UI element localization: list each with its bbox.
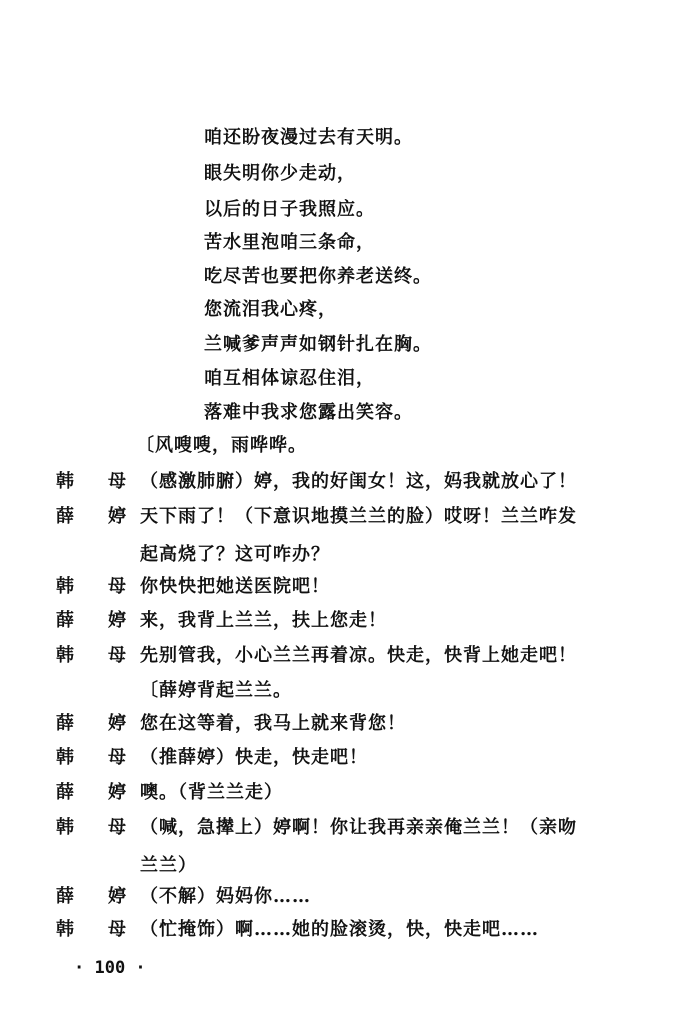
speaker-char-1: 韩 bbox=[56, 919, 74, 940]
speaker-xue-ting bbox=[56, 781, 126, 805]
dialogue-text: 噢。（背兰兰走） bbox=[140, 782, 283, 803]
verse-line-2: 眼失明你少走动， bbox=[204, 163, 356, 184]
stage-direction: 〔风嗖嗖，雨哗哗。 bbox=[136, 435, 307, 456]
speaker-char-1: 薛 bbox=[56, 713, 74, 734]
speaker-han-mu bbox=[56, 918, 126, 942]
speaker-char-1: 薛 bbox=[56, 886, 74, 907]
speaker-char-1: 薛 bbox=[56, 782, 74, 803]
speaker-char-2: 婷 bbox=[108, 713, 126, 734]
speaker-char-2: 母 bbox=[108, 576, 126, 597]
dialogue-text: （忙掩饰）啊……她的脸滚烫，快，快走吧…… bbox=[140, 919, 539, 940]
stage-direction: 〔薛婷背起兰兰。 bbox=[140, 680, 292, 701]
speaker-char-2: 婷 bbox=[108, 886, 126, 907]
verse-line-6: 您流泪我心疼， bbox=[204, 299, 337, 320]
speaker-xue-ting bbox=[56, 885, 126, 909]
dialogue-text: （推薛婷）快走，快走吧！ bbox=[140, 747, 368, 768]
speaker-char-2: 母 bbox=[108, 817, 126, 838]
speaker-char-1: 韩 bbox=[56, 817, 74, 838]
verse-line-4: 苦水里泡咱三条命， bbox=[204, 232, 375, 253]
dialogue-text: （感激肺腑）婷，我的好闺女！这，妈我就放心了！ bbox=[140, 471, 577, 492]
speaker-char-2: 婷 bbox=[108, 506, 126, 527]
speaker-han-mu bbox=[56, 470, 126, 494]
dialogue-text: 来，我背上兰兰，扶上您走！ bbox=[140, 610, 387, 631]
speaker-char-1: 薛 bbox=[56, 610, 74, 631]
dialogue-text: 先别管我，小心兰兰再着凉。快走，快背上她走吧！ bbox=[140, 645, 577, 666]
speaker-xue-ting bbox=[56, 505, 126, 529]
speaker-char-2: 母 bbox=[108, 919, 126, 940]
dialogue-text: 您在这等着，我马上就来背您！ bbox=[140, 713, 406, 734]
verse-line-3: 以后的日子我照应。 bbox=[204, 199, 375, 220]
speaker-char-2: 母 bbox=[108, 747, 126, 768]
verse-line-7: 兰喊爹声声如钢针扎在胸。 bbox=[204, 334, 432, 355]
verse-line-9: 落难中我求您露出笑容。 bbox=[204, 402, 413, 423]
speaker-xue-ting bbox=[56, 712, 126, 736]
verse-line-5: 吃尽苦也要把你养老送终。 bbox=[204, 266, 432, 287]
verse-line-8: 咱互相体谅忍住泪， bbox=[204, 368, 375, 389]
speaker-char-1: 韩 bbox=[56, 645, 74, 666]
speaker-char-2: 婷 bbox=[108, 782, 126, 803]
speaker-char-2: 婷 bbox=[108, 610, 126, 631]
speaker-han-mu bbox=[56, 816, 126, 840]
dialogue-text: 你快快把她送医院吧！ bbox=[140, 576, 330, 597]
speaker-han-mu bbox=[56, 644, 126, 668]
speaker-char-2: 母 bbox=[108, 471, 126, 492]
dialogue-text: 天下雨了！（下意识地摸兰兰的脸）哎呀！兰兰咋发起高烧了？这可咋办？ bbox=[140, 506, 577, 565]
speaker-char-2: 母 bbox=[108, 645, 126, 666]
speaker-char-1: 韩 bbox=[56, 747, 74, 768]
speaker-char-1: 韩 bbox=[56, 471, 74, 492]
speaker-char-1: 韩 bbox=[56, 576, 74, 597]
dialogue-text: （喊，急撵上）婷啊！你让我再亲亲俺兰兰！（亲吻兰兰） bbox=[140, 817, 577, 876]
speaker-han-mu bbox=[56, 575, 126, 599]
speaker-char-1: 薛 bbox=[56, 506, 74, 527]
page-number: · 100 · bbox=[74, 958, 146, 978]
dialogue-text: （不解）妈妈你…… bbox=[140, 886, 311, 907]
verse-line-1: 咱还盼夜漫过去有天明。 bbox=[204, 127, 413, 148]
speaker-han-mu bbox=[56, 746, 126, 770]
speaker-xue-ting bbox=[56, 609, 126, 633]
